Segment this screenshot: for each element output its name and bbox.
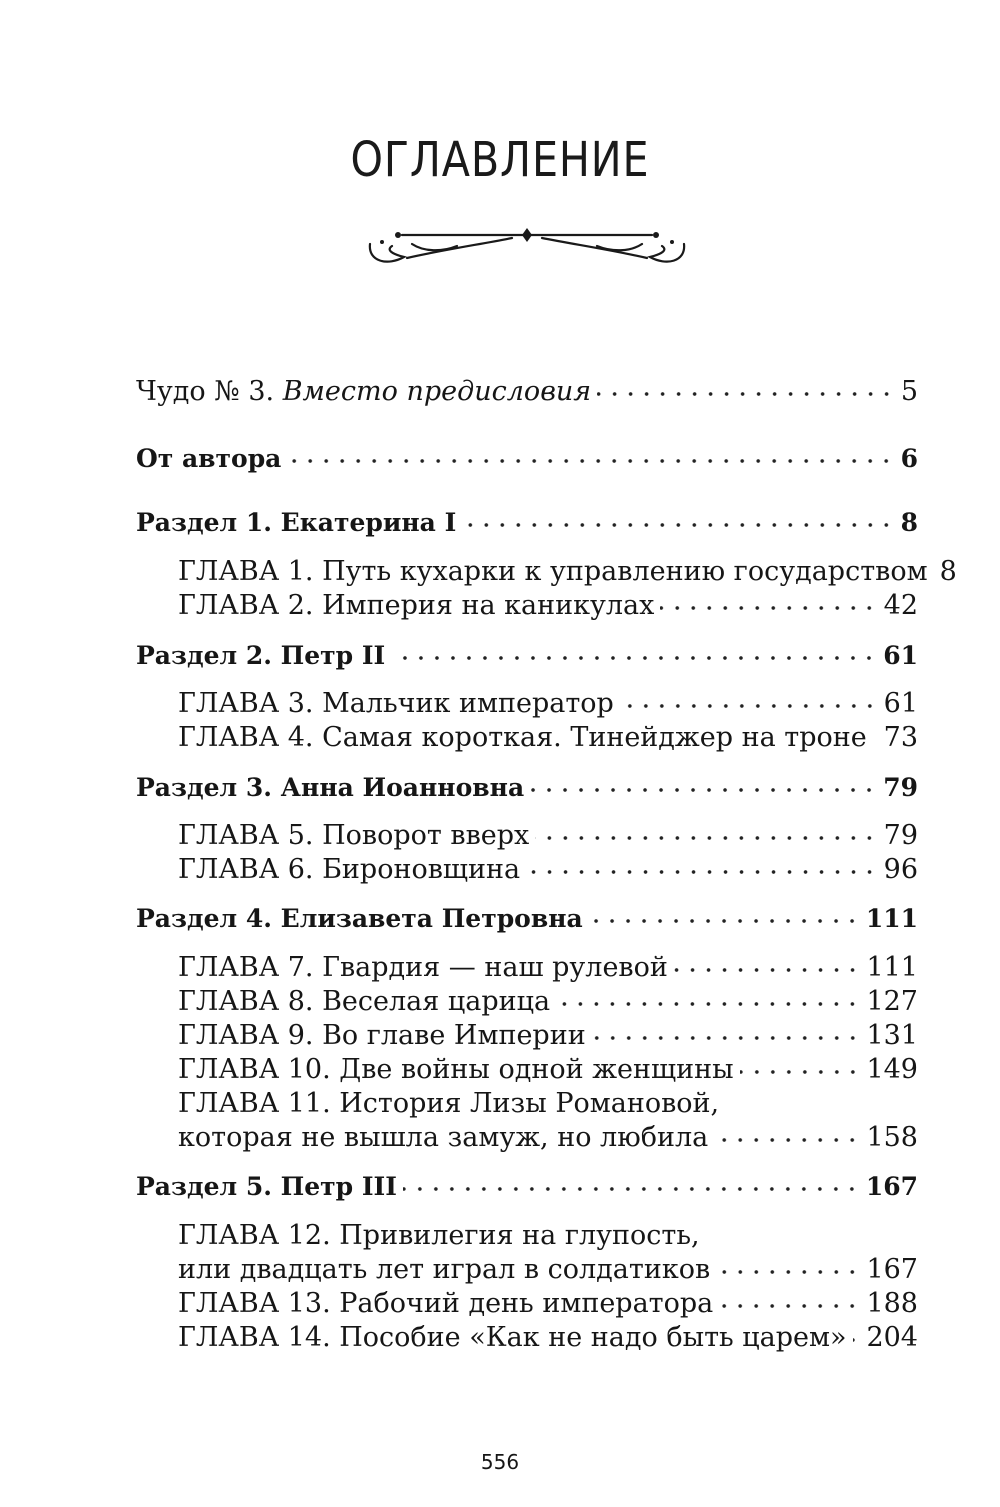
toc-chapter[interactable]: [178, 818, 918, 854]
page-number: 127: [866, 986, 918, 1017]
toc-part[interactable]: [136, 638, 918, 674]
toc-chapter[interactable]: [178, 554, 957, 590]
toc-chapter[interactable]: [178, 1286, 918, 1322]
page-number: 111: [866, 952, 918, 983]
toc-part[interactable]: [136, 1169, 918, 1205]
toc-chapter[interactable]: [178, 1252, 918, 1288]
page-number: 8: [900, 508, 918, 537]
dot-leader: [873, 734, 878, 746]
page-number: 149: [866, 1054, 918, 1085]
dot-leader: [287, 455, 894, 467]
toc-part[interactable]: [136, 901, 918, 937]
chapter-label[interactable]: ГЛАВА 12. Привилегия на глупость,: [178, 1220, 700, 1251]
chapter-label: ГЛАВА 10. Две войны одной женщины: [178, 1054, 734, 1085]
toc-part[interactable]: [136, 770, 918, 806]
toc-chapter[interactable]: [178, 720, 918, 756]
dot-leader: [462, 519, 894, 531]
page-number: 6: [900, 444, 918, 473]
table-of-contents: [136, 0, 957, 1400]
dot-leader: [556, 998, 860, 1010]
chapter-label: ГЛАВА 9. Во главе Империи: [178, 1020, 586, 1051]
chapter-label: ГЛАВА 7. Гвардия — наш рулевой: [178, 952, 668, 983]
page-folio: 556: [480, 1450, 520, 1474]
dot-leader: [740, 1066, 861, 1078]
toc-chapter[interactable]: [178, 588, 918, 624]
chapter-label-continued: которая не вышла замуж, но любила: [178, 1122, 709, 1153]
entry-prefix: Чудо № 3.: [136, 376, 283, 407]
page-number: 42: [883, 590, 918, 621]
dot-leader: [391, 652, 877, 664]
page-number: 158: [866, 1122, 918, 1153]
chapter-label: ГЛАВА 8. Веселая царица: [178, 986, 551, 1017]
part-label: Раздел 1. Екатерина I: [136, 508, 457, 537]
entry-label: От автора: [136, 444, 282, 473]
part-label: Раздел 4. Елизавета Петровна: [136, 904, 583, 933]
toc-chapter[interactable]: [178, 1120, 918, 1156]
entry-italic-title: Вместо предисловия: [282, 376, 592, 407]
dot-leader: [403, 1183, 860, 1195]
page-number: 111: [865, 904, 918, 933]
page-number: 204: [866, 1322, 918, 1353]
page-number: 167: [865, 1172, 918, 1201]
page-number: 79: [883, 773, 918, 802]
toc-chapter[interactable]: [178, 686, 918, 722]
toc-chapter[interactable]: [178, 1018, 918, 1054]
dot-leader: [526, 866, 878, 878]
part-label: Раздел 3. Анна Иоанновна: [136, 773, 525, 802]
part-label: Раздел 5. Петр III: [136, 1172, 397, 1201]
dot-leader: [589, 915, 860, 927]
chapter-label[interactable]: ГЛАВА 11. История Лизы Романовой,: [178, 1088, 720, 1119]
chapter-label: ГЛАВА 4. Самая короткая. Тинейджер на троне: [178, 722, 867, 753]
dot-leader: [719, 1300, 860, 1312]
chapter-label: ГЛАВА 6. Бироновщина: [178, 854, 521, 885]
toc-part[interactable]: [136, 505, 918, 541]
page-title: ОГЛАВЛЕНИЕ: [350, 132, 650, 188]
page-number: 79: [883, 820, 918, 851]
toc-chapter[interactable]: [178, 852, 918, 888]
dot-leader: [620, 700, 878, 712]
page-number: 61: [883, 641, 918, 670]
toc-entry-preface[interactable]: [136, 374, 918, 410]
dot-leader: [530, 784, 877, 796]
toc-chapter[interactable]: [178, 1320, 918, 1356]
toc-chapter[interactable]: [178, 950, 918, 986]
toc-entry-author[interactable]: [136, 441, 918, 477]
dot-leader: [592, 1032, 861, 1044]
dot-leader: [674, 964, 861, 976]
dot-leader: [597, 388, 895, 400]
page-number: 61: [883, 688, 918, 719]
page-number: 73: [883, 722, 918, 753]
dot-leader: [716, 1266, 860, 1278]
chapter-label: ГЛАВА 13. Рабочий день императора: [178, 1288, 714, 1319]
part-label: Раздел 2. Петр II: [136, 641, 386, 670]
page-number: 188: [866, 1288, 918, 1319]
page-number: 167: [866, 1254, 918, 1285]
page-number: 8: [939, 556, 957, 587]
dot-leader: [714, 1134, 860, 1146]
chapter-label: ГЛАВА 3. Мальчик император: [178, 688, 614, 719]
dot-leader: [535, 832, 877, 844]
dot-leader: [660, 602, 877, 614]
chapter-label-continued: или двадцать лет играл в солдатиков: [178, 1254, 711, 1285]
toc-chapter[interactable]: [178, 1052, 918, 1088]
chapter-label: ГЛАВА 5. Поворот вверх: [178, 820, 530, 851]
dot-leader: [853, 1334, 861, 1346]
toc-chapter[interactable]: [178, 984, 918, 1020]
chapter-label: ГЛАВА 14. Пособие «Как не надо быть царем»: [178, 1322, 847, 1353]
chapter-label: ГЛАВА 1. Путь кухарки к управлению государством: [178, 556, 928, 587]
page-number: 131: [866, 1020, 918, 1051]
page-number: 96: [883, 854, 918, 885]
page-number: 5: [900, 376, 918, 407]
chapter-label: ГЛАВА 2. Империя на каникулах: [178, 590, 655, 621]
